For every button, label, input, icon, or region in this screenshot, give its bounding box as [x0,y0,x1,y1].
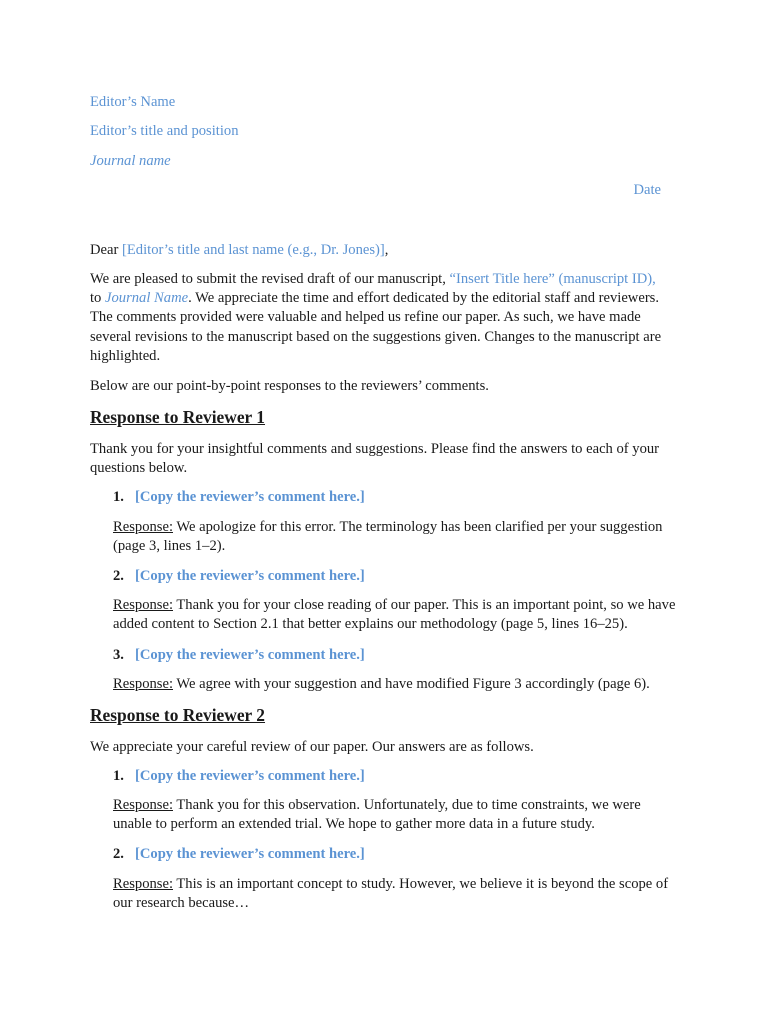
reviewer-2-heading: Response to Reviewer 2 [90,705,266,725]
response-text: We apologize for this error. The terminology has been clarified per your suggestion (page 3, lines 1–2). [113,519,663,555]
r1-item-2-number: 2. [113,568,124,584]
r2-item-1-response [113,796,683,834]
r2-item-1-comment: [Copy the reviewer’s comment here.] [135,768,365,784]
intro-paragraph [90,270,682,366]
r1-item-1-response [113,518,683,556]
editor-name: Editor’s Name [90,94,176,110]
date: Date [633,182,661,198]
r1-item-3-number: 3. [113,647,124,663]
response-text: We agree with your suggestion and have modified Figure 3 accordingly (page 6). [173,676,650,692]
intro-part1: We are pleased to submit the revised draft of our manuscript, [90,271,450,287]
response-label: Response: [113,519,173,535]
response-label: Response: [113,676,173,692]
intro-journal: Journal Name [105,290,189,307]
response-label: Response: [113,597,173,613]
editor-title: Editor’s title and position [90,123,239,139]
r2-item-2-number: 2. [113,846,124,862]
r1-item-2-response [113,596,683,634]
response-label: Response: [113,797,173,813]
response-label: Response: [113,876,173,892]
r2-item-2-comment: [Copy the reviewer’s comment here.] [135,846,365,862]
r1-item-3-response [113,675,683,694]
r1-item-1-number: 1. [113,489,124,505]
reviewer-1-intro: Thank you for your insightful comments and suggestions. Please find the answers to each of your questions below. [90,441,660,477]
response-text: Thank you for this observation. Unfortunately, due to time constraints, we were unable to perform an extended trial. We hope to gather more data in a future study. [113,797,641,833]
reviewer-2-intro: We appreciate your careful review of our paper. Our answers are as follows. [90,739,534,755]
below-text: Below are our point-by-point responses to the reviewers’ comments. [90,378,489,394]
r1-item-3-comment: [Copy the reviewer’s comment here.] [135,647,365,663]
salutation-comma: , [384,242,389,258]
r1-item-1-comment: [Copy the reviewer’s comment here.] [135,489,365,505]
salutation [90,241,388,260]
r1-item-2-comment: [Copy the reviewer’s comment here.] [135,568,365,584]
intro-part3: . We appreciate the time and effort dedicated by the editorial staff and reviewers. The comments provided were valuable and helped us refine our paper. As such, we have made several revisions to the manuscript based on the suggestions given. Changes to the manuscript are highlighted. [90,290,662,364]
intro-part2: to [90,290,105,307]
r2-item-1-number: 1. [113,768,124,784]
response-text: Thank you for your close reading of our paper. This is an important point, so we have added content to Section 2.1 that better explains our methodology (page 5, lines 16–25). [113,597,676,633]
reviewer-1-heading: Response to Reviewer 1 [90,407,266,427]
salutation-placeholder: [Editor’s title and last name (e.g., Dr. Jones)] [122,242,385,258]
r2-item-2-response [113,875,683,913]
response-text: This is an important concept to study. However, we believe it is beyond the scope of our research because… [113,876,669,912]
salutation-dear: Dear [90,242,123,258]
journal-name: Journal name [90,153,171,169]
intro-title-placeholder: “Insert Title here” (manuscript ID), [449,271,656,287]
